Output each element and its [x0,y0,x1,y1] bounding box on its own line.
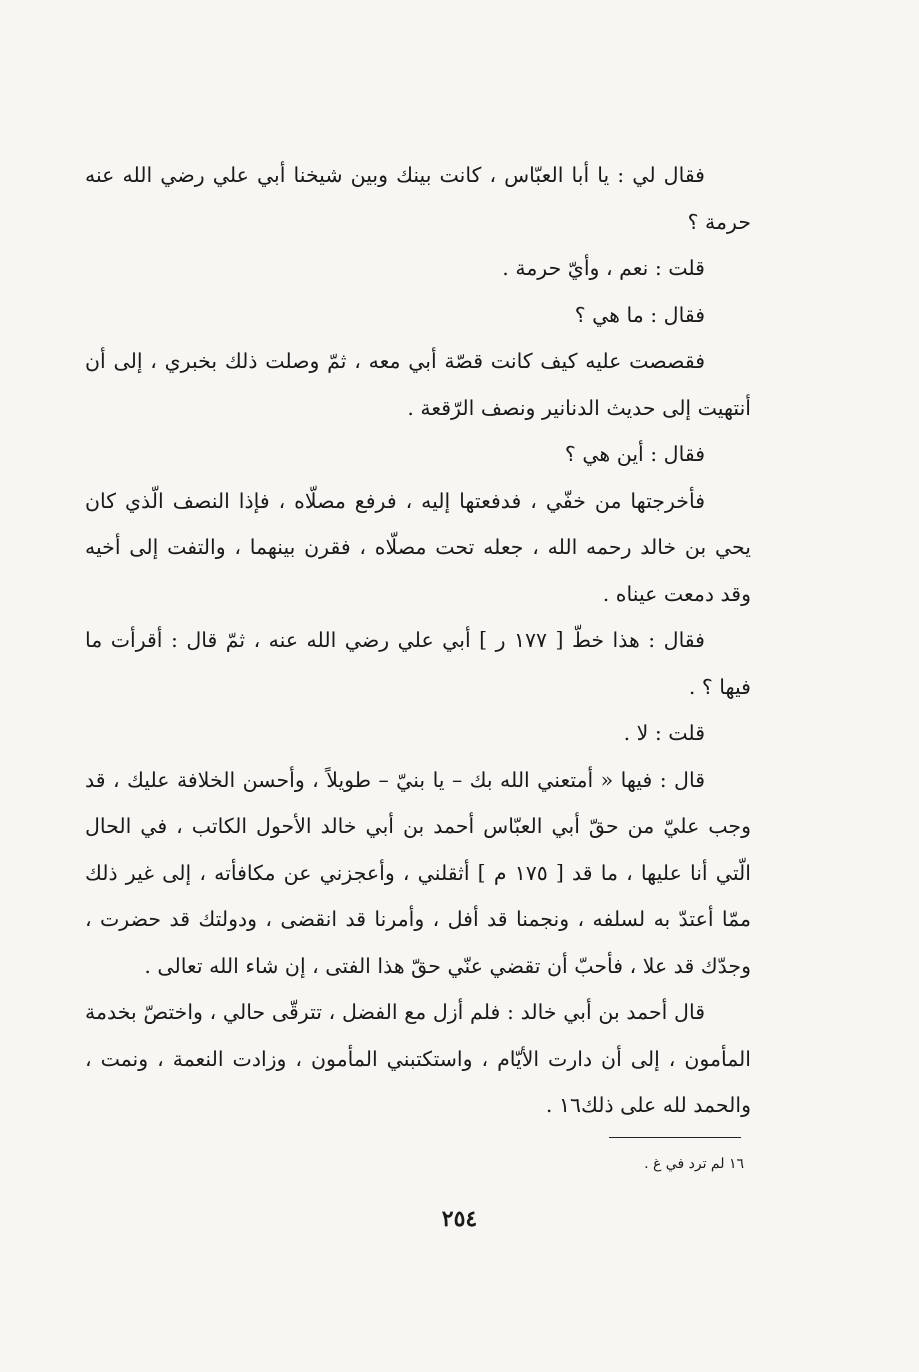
paragraph: فقال : أين هي ؟ [564,442,705,466]
paragraph: فقال : ما هي ؟ [574,302,705,327]
paragraph: فقال لي : يا أبا العبّاس ، كانت بينك وبين شيخنا أبي علي رضي الله عنه حرمة ؟ [85,163,751,234]
body-text [85,152,751,1129]
footnote-separator [609,1137,741,1138]
footnote: ١٦ لم ترد في غ . [644,1156,744,1172]
paragraph: قلت : نعم ، وأيّ حرمة . [502,256,705,280]
page-number: ٢٥٤ [441,1206,478,1232]
paragraph: فقال : هذا خطّ [ ١٧٧ ر ] أبي علي رضي الله عنه ، ثمّ قال : أقرأت ما فيها ؟ . [85,628,751,699]
paragraph: قلت : لا . [623,721,705,745]
paragraph: قال أحمد بن أبي خالد : فلم أزل مع الفضل ، تترقّى حالي ، واختصّ بخدمة المأمون ، إلى أن دارت الأيّام ، واستكتبني المأمون ، وزادت النعمة ، ونمت ، والحمد لله على ذلك١٦ . [85,1000,751,1117]
paragraph: فقصصت عليه كيف كانت قصّة أبي معه ، ثمّ وصلت ذلك بخبري ، إلى أن أنتهيت إلى حديث الدنانير ونصف الرّقعة . [85,349,751,420]
paragraph: قال : فيها « أمتعني الله بك – يا بنيّ – طويلاً ، وأحسن الخلافة عليك ، قد وجب عليّ من حقّ أبي العبّاس أحمد بن أبي خالد الأحول الكاتب ، في الحال الّتي أنا عليها ، ما قد [ ١٧٥ م ] أثقلني ، وأعجزني عن مكافأته ، إلى غير ذلك ممّا أعتدّ به لسلفه ، ونجمنا قد أفل ، وأمرنا قد انقضى ، ودولتك قد حضرت ، وجدّك قد علا ، فأحبّ أن تقضي عنّي حقّ هذا الفتى ، إن شاء الله تعالى . [85,767,752,978]
paragraph: فأخرجتها من خفّي ، فدفعتها إليه ، فرفع مصلّاه ، فإذا النصف الّذي كان يحي بن خالد رحمه الله ، جعله تحت مصلّاه ، فقرن بينهما ، والتفت إلى أخيه وقد دمعت عيناه . [85,488,751,606]
